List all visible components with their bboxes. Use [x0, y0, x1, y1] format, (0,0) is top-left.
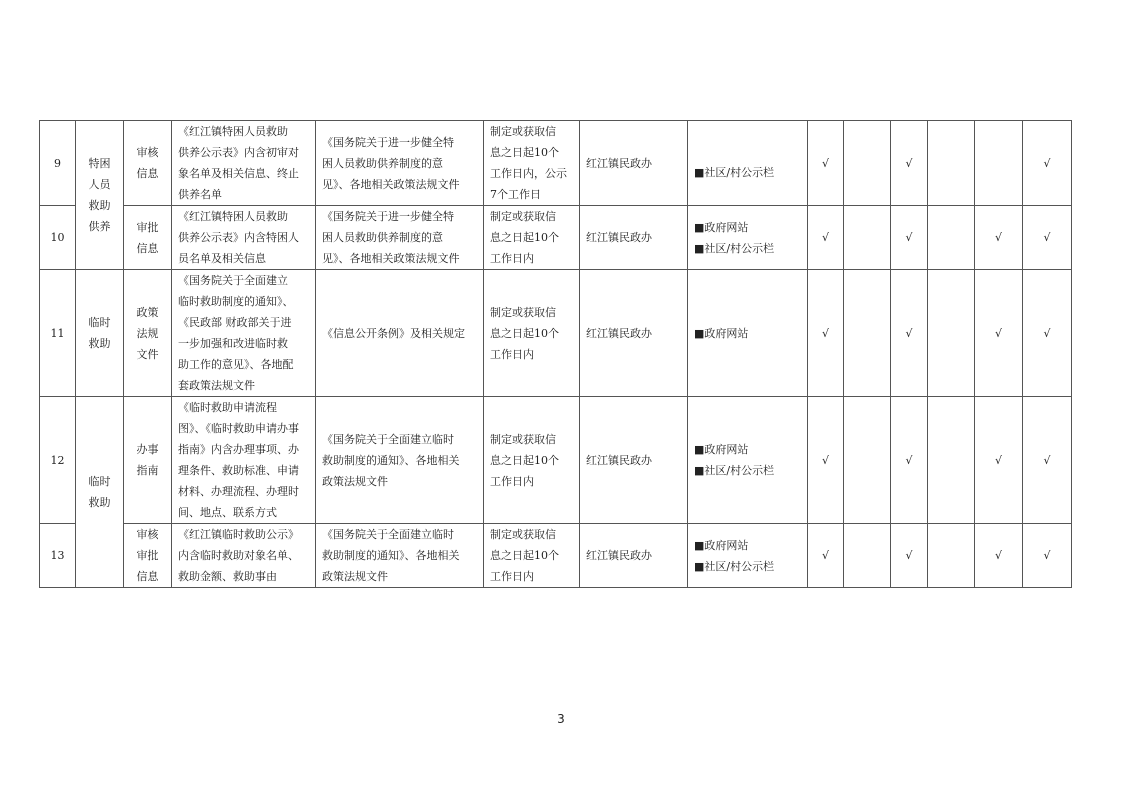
check-cell	[928, 270, 975, 397]
check-cell: √	[1023, 121, 1072, 206]
row-number: 9	[40, 121, 76, 206]
channels-cell	[688, 397, 808, 524]
check-cell: √	[891, 121, 928, 206]
item-cell: 审核 信息	[124, 121, 172, 206]
check-cell	[928, 121, 975, 206]
check-cell	[928, 206, 975, 270]
basis-cell: 《国务院关于全面建立临时 救助制度的通知》、各地相关 政策法规文件	[316, 397, 484, 524]
check-cell	[844, 270, 891, 397]
category-cell: 特困 人员 救助 供养	[76, 121, 124, 270]
subject-cell: 红江镇民政办	[580, 206, 688, 270]
check-cell	[844, 397, 891, 524]
check-cell	[928, 397, 975, 524]
time-limit-cell: 制定或获取信 息之日起10个 工作日内	[484, 270, 580, 397]
item-cell: 政策 法规 文件	[124, 270, 172, 397]
time-limit-cell: 制定或获取信 息之日起10个 工作日内，公示 7个工作日	[484, 121, 580, 206]
check-cell: √	[808, 397, 844, 524]
channels-cell	[688, 121, 808, 206]
check-cell: √	[1023, 397, 1072, 524]
subject-cell: 红江镇民政办	[580, 397, 688, 524]
table-row	[40, 206, 1072, 270]
row-number: 13	[40, 524, 76, 588]
check-cell	[844, 206, 891, 270]
item-cell: 审核 审批 信息	[124, 524, 172, 588]
check-cell: √	[808, 270, 844, 397]
check-cell: √	[1023, 524, 1072, 588]
category-cell: 临时 救助	[76, 397, 124, 588]
check-cell: √	[975, 270, 1023, 397]
basis-cell: 《国务院关于进一步健全特 困人员救助供养制度的意 见》、各地相关政策法规文件	[316, 206, 484, 270]
channels-cell	[688, 524, 808, 588]
check-cell	[928, 524, 975, 588]
check-cell	[975, 121, 1023, 206]
content-cell: 《国务院关于全面建立 临时救助制度的通知》、 《民政部 财政部关于进 一步加强和改进临时救 助工作的意见》、各地配 套政策法规文件	[172, 270, 316, 397]
check-cell: √	[808, 121, 844, 206]
check-cell: √	[808, 524, 844, 588]
subject-cell: 红江镇民政办	[580, 524, 688, 588]
basis-cell: 《国务院关于进一步健全特 困人员救助供养制度的意 见》、各地相关政策法规文件	[316, 121, 484, 206]
table-row	[40, 397, 1072, 524]
content-cell: 《红江镇特困人员救助 供养公示表》内含初审对 象名单及相关信息、终止 供养名单	[172, 121, 316, 206]
item-cell: 审批 信息	[124, 206, 172, 270]
basis-cell: 《信息公开条例》及相关规定	[316, 270, 484, 397]
channel-item: ■社区/村公示栏	[694, 241, 775, 255]
check-cell: √	[891, 397, 928, 524]
channel-item: ■政府网站	[694, 443, 749, 456]
check-cell: √	[891, 524, 928, 588]
content-cell: 《红江镇特困人员救助 供养公示表》内含特困人 员名单及相关信息	[172, 206, 316, 270]
category-cell: 临时 救助	[76, 270, 124, 397]
subject-cell: 红江镇民政办	[580, 121, 688, 206]
check-cell	[844, 121, 891, 206]
channel-item: ■政府网站	[694, 326, 749, 340]
page-number: 3	[557, 712, 565, 726]
basis-cell: 《国务院关于全面建立临时 救助制度的通知》、各地相关 政策法规文件	[316, 524, 484, 588]
channel-item: ■政府网站	[694, 538, 749, 552]
time-limit-cell: 制定或获取信 息之日起10个 工作日内	[484, 397, 580, 524]
check-cell: √	[891, 206, 928, 270]
check-cell: √	[1023, 206, 1072, 270]
check-cell: √	[808, 206, 844, 270]
channel-item: ■社区/村公示栏	[694, 464, 775, 477]
check-cell: √	[975, 524, 1023, 588]
check-cell: √	[891, 270, 928, 397]
table-row	[40, 524, 1072, 588]
channels-cell	[688, 270, 808, 397]
content-cell: 《红江镇临时救助公示》 内含临时救助对象名单、 救助金额、救助事由	[172, 524, 316, 588]
row-number: 10	[40, 206, 76, 270]
check-cell: √	[975, 397, 1023, 524]
check-cell: √	[975, 206, 1023, 270]
channels-cell	[688, 206, 808, 270]
content-cell: 《临时救助申请流程 图》、《临时救助申请办事 指南》内含办理事项、办 理条件、救助标准、申请 材料、办理流程、办理时 间、地点、联系方式	[172, 397, 316, 524]
time-limit-cell: 制定或获取信 息之日起10个 工作日内	[484, 524, 580, 588]
disclosure-table	[39, 120, 1072, 588]
subject-cell: 红江镇民政办	[580, 270, 688, 397]
row-number: 11	[40, 270, 76, 397]
check-cell: √	[1023, 270, 1072, 397]
time-limit-cell: 制定或获取信 息之日起10个 工作日内	[484, 206, 580, 270]
table-row	[40, 270, 1072, 397]
channel-item: ■社区/村公示栏	[694, 165, 775, 179]
channel-item: ■政府网站	[694, 220, 749, 234]
channel-item: ■社区/村公示栏	[694, 559, 775, 573]
row-number: 12	[40, 397, 76, 524]
table-row	[40, 121, 1072, 206]
item-cell: 办事 指南	[124, 397, 172, 524]
check-cell	[844, 524, 891, 588]
